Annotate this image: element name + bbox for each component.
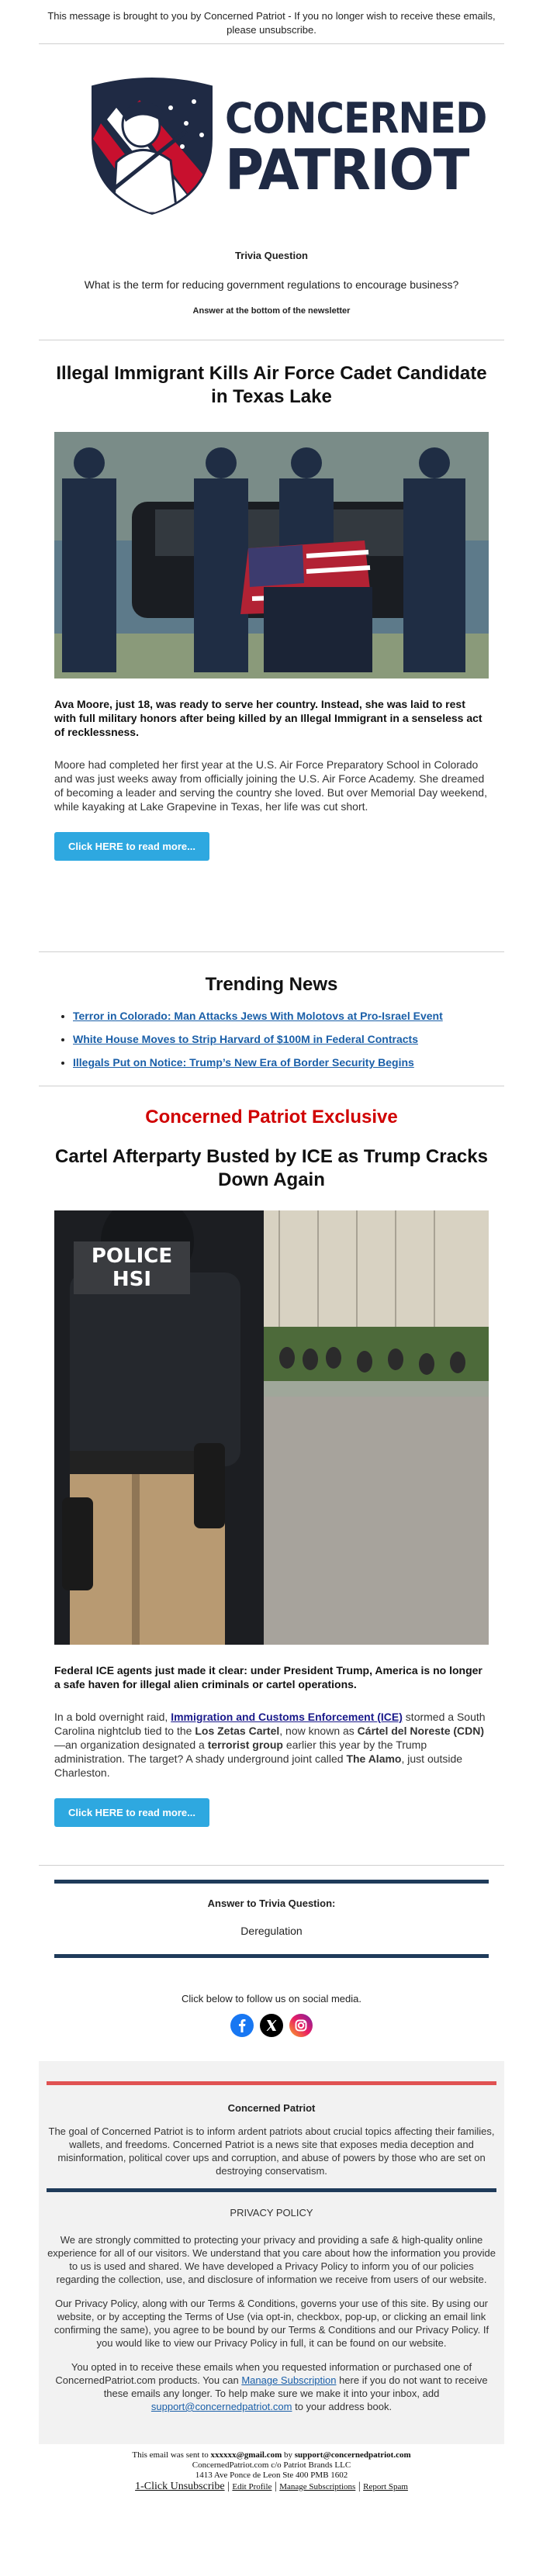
body-bold: Cártel del Noreste (CDN) xyxy=(357,1725,485,1737)
trending-link[interactable]: White House Moves to Strip Harvard of $100M in Federal Contracts xyxy=(73,1033,418,1045)
privacy-text-1: We are strongly committed to protecting your privacy and providing a safe & high-quality online experience for all of our visitors. We understand that you care about how the information you provide to us is used and shared. We have developed a Privacy Policy to inform you of our policies regarding the collection, use, and disclosure of information we receive from users of our website. xyxy=(47,2234,496,2285)
x-icon[interactable] xyxy=(260,2014,283,2037)
vest-line1: POLICE xyxy=(91,1245,173,1268)
trending-link[interactable]: Illegals Put on Notice: Trump’s New Era of Border Security Begins xyxy=(73,1056,414,1069)
privacy-heading: PRIVACY POLICY xyxy=(230,2207,313,2219)
unsubscribe-link[interactable]: 1-Click Unsubscribe xyxy=(135,2481,225,2492)
body-text: , now known as xyxy=(279,1725,358,1737)
body-text: In a bold overnight raid, xyxy=(54,1711,171,1723)
trivia-question: What is the term for reducing government regulations to encourage business? xyxy=(84,278,459,291)
recipient-email: xxxxxx@gmail.com xyxy=(210,2450,282,2460)
trending-item xyxy=(73,1056,504,1069)
ice-link[interactable]: Immigration and Customs Enforcement (ICE) xyxy=(171,1711,403,1723)
trending-section xyxy=(39,952,504,1086)
address-line-2: 1413 Ave Ponce de Leon Ste 400 PMB 1602 xyxy=(195,2471,348,2480)
trivia-heading: Trivia Question xyxy=(235,250,308,261)
read-more-button[interactable]: Click HERE to read more... xyxy=(54,1798,209,1827)
body-text: earlier this year by the Trump administration. The target? A shady underground joint called xyxy=(54,1739,427,1765)
optin-text xyxy=(47,2360,496,2413)
story-section xyxy=(39,340,504,951)
separator: | xyxy=(272,2481,280,2492)
vest-text xyxy=(74,1241,190,1294)
body-bold: Los Zetas Cartel xyxy=(195,1725,280,1737)
unsubscribe-bar xyxy=(39,2481,504,2493)
optin-part: here if you do not want to receive these emails any longer. To help make sure we make it into your inbox, add xyxy=(103,2374,488,2399)
trending-item xyxy=(73,1010,504,1022)
social-icons xyxy=(39,2014,504,2039)
privacy-text-2: Our Privacy Policy, along with our Terms & Conditions, governs your use of this site. By using our website, or by accepting the Terms of Use (via opt-in, checkbox, pop-up, or clicking an email link confirming the same), you agree to be bound by our Terms & Conditions and our Privacy Policy. If you would like to view our Privacy Policy in full, it can be found on our website. xyxy=(54,2298,489,2349)
manage-subscription-link[interactable]: Manage Subscription xyxy=(241,2374,337,2386)
optin-part: to your address book. xyxy=(292,2401,393,2412)
social-section xyxy=(39,1976,504,2061)
footer-org-name: Concerned Patriot xyxy=(227,2102,316,2114)
read-more-button[interactable]: Click HERE to read more... xyxy=(54,832,209,861)
preheader-text: This message is brought to you by Concerned Patriot - If you no longer wish to receive these emails, please unsubscribe. xyxy=(47,10,496,36)
wordmark-line1: CONCERNED xyxy=(225,94,487,143)
separator: | xyxy=(355,2481,364,2492)
edit-profile-link[interactable]: Edit Profile xyxy=(232,2482,272,2491)
optin-part: You opted in to receive these emails when you requested information or purchased one of ConcernedPatriot.com products. You can xyxy=(55,2361,472,2386)
trending-title: Trending News xyxy=(205,974,338,995)
exclusive-body xyxy=(39,1710,504,1780)
exclusive-title[interactable]: Cartel Afterparty Busted by ICE as Trump Cracks Down Again xyxy=(55,1146,488,1190)
navy-rule xyxy=(47,2188,496,2192)
body-text: , just outside Charleston. xyxy=(54,1752,463,1779)
social-text: Click below to follow us on social media. xyxy=(182,1993,361,2005)
trivia-note: Answer at the bottom of the newsletter xyxy=(192,306,351,316)
navy-rule xyxy=(54,1880,489,1884)
sent-text: by xyxy=(282,2450,295,2460)
support-email-link[interactable]: support@concernedpatriot.com xyxy=(150,2401,292,2412)
answer-value: Deregulation xyxy=(240,1925,303,1937)
body-bold: The Alamo xyxy=(346,1752,402,1765)
answer-heading: Answer to Trivia Question: xyxy=(207,1897,336,1909)
story-title[interactable]: Illegal Immigrant Kills Air Force Cadet Candidate in Texas Lake xyxy=(56,363,487,407)
exclusive-lead: Federal ICE agents just made it clear: under President Trump, America is no longer a safe haven for illegal alien criminals or cartel operations. xyxy=(54,1664,482,1690)
report-spam-link[interactable]: Report Spam xyxy=(363,2482,408,2491)
sent-text: This email was sent to xyxy=(132,2450,211,2460)
vest-line2: HSI xyxy=(112,1268,152,1291)
instagram-icon[interactable] xyxy=(289,2014,313,2037)
trending-item xyxy=(73,1033,504,1045)
brand-wordmark xyxy=(225,94,510,202)
story-image[interactable] xyxy=(54,432,489,679)
address-line-1: ConcernedPatriot.com c/o Patriot Brands LLC xyxy=(192,2460,351,2470)
answer-section xyxy=(39,1866,504,1976)
body-bold: terrorist group xyxy=(207,1739,283,1751)
trivia-section xyxy=(39,234,504,340)
navy-rule xyxy=(54,1954,489,1958)
footer-section xyxy=(39,2061,504,2444)
sent-line xyxy=(39,2450,504,2460)
exclusive-label: Concerned Patriot Exclusive xyxy=(145,1107,398,1127)
logo-area xyxy=(39,44,504,234)
story-body: Moore had completed her first year at the U.S. Air Force Preparatory School in Colorado and was just weeks away from officially joining the U.S. Air Force Academy. She dreamed of becoming a leader and serving the country she loved. But over Memorial Day weekend, while kayaking at Lake Grapevine in Texas, her life was cut short. xyxy=(54,758,487,813)
trending-link[interactable]: Terror in Colorado: Man Attacks Jews With Molotovs at Pro-Israel Event xyxy=(73,1010,443,1022)
separator: | xyxy=(224,2481,233,2492)
body-text: —an organization designated a xyxy=(54,1739,208,1751)
footer-mission: The goal of Concerned Patriot is to inform ardent patriots about crucial topics affecting their families, wallets, and freedoms. Concerned Patriot is a news site that exposes media deception and misinformation, political cover ups and corruption, and abuse of powers by those who are set on destroying conservatism. xyxy=(48,2125,495,2177)
story-lead: Ava Moore, just 18, was ready to serve her country. Instead, she was laid to rest with full military honors after being killed by an Illegal Immigrant in a senseless act of recklessness. xyxy=(54,698,482,738)
wordmark-line2: PATRIOT xyxy=(225,137,469,202)
patriot-shield-logo-icon xyxy=(85,77,219,216)
bottom-info xyxy=(39,2444,504,2493)
body-text: stormed a South Carolina nightclub tied to the xyxy=(54,1711,486,1737)
red-rule xyxy=(47,2081,496,2085)
sender-email: support@concernedpatriot.com xyxy=(294,2450,411,2460)
trending-list xyxy=(39,1010,504,1069)
exclusive-section xyxy=(39,1086,504,1865)
manage-subscriptions-link[interactable]: Manage Subscriptions xyxy=(279,2482,356,2491)
facebook-icon[interactable] xyxy=(230,2014,254,2037)
